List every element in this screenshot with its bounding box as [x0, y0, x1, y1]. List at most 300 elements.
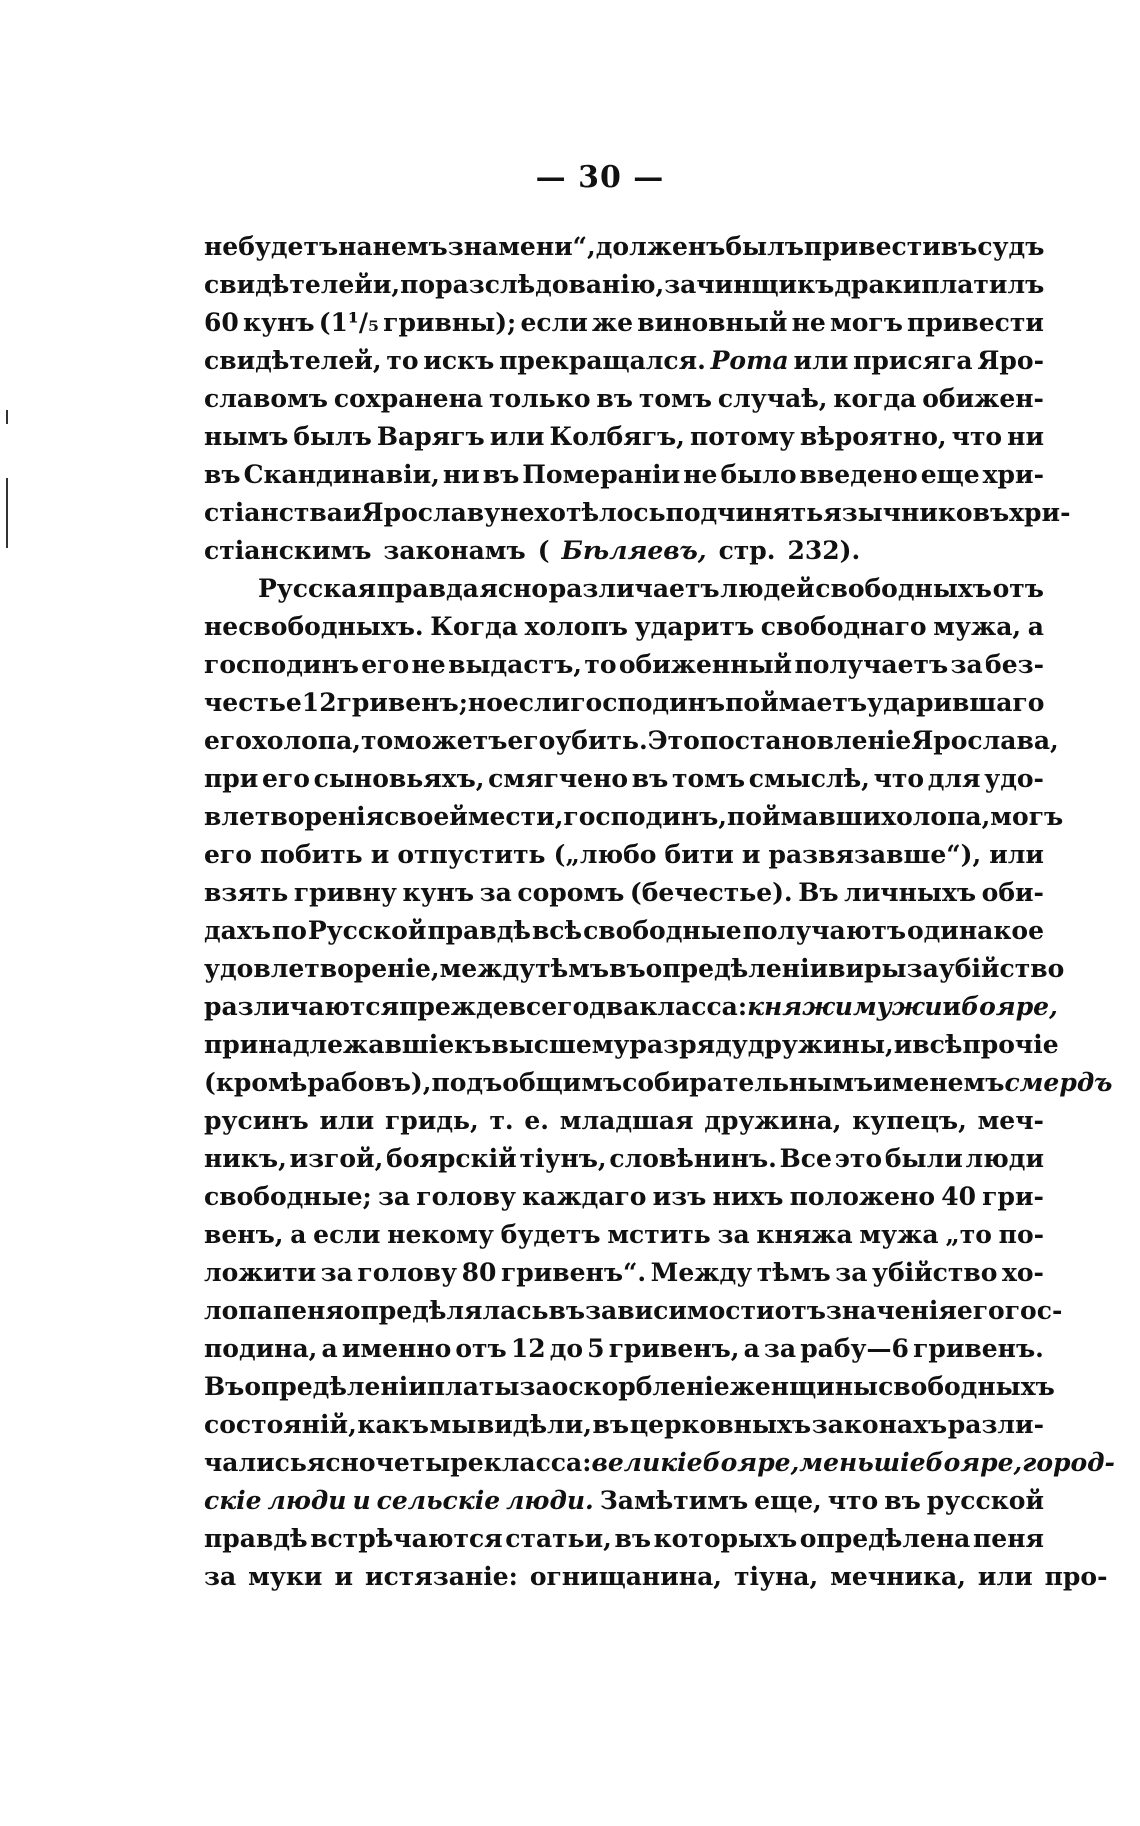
word: Замѣтимъ: [599, 1486, 749, 1515]
word: побить: [259, 840, 363, 869]
word: въ: [940, 232, 978, 261]
word: если: [520, 308, 588, 337]
word: зависимости: [585, 1296, 775, 1325]
word: въ: [631, 764, 669, 793]
word: Варягъ: [376, 422, 485, 451]
word: смердъ: [1004, 1068, 1113, 1097]
word: убить.: [555, 726, 648, 755]
word: были: [884, 1144, 963, 1173]
word: русской: [926, 1486, 1044, 1515]
word: и: [370, 840, 390, 869]
word: Ярослава,: [911, 726, 1059, 755]
word: статьи,: [505, 1524, 612, 1553]
word: общимъ: [502, 1068, 623, 1097]
word: опредѣлялась: [343, 1296, 549, 1325]
word: различаетъ: [548, 574, 720, 603]
word: лопа: [204, 1296, 273, 1325]
word: огнищанина,: [529, 1562, 722, 1591]
word: сохранена: [333, 384, 484, 413]
word: что: [827, 1486, 879, 1515]
word: получаетъ: [794, 650, 949, 679]
word: Это: [647, 726, 700, 755]
word: за: [835, 1258, 868, 1287]
word: („любо: [553, 840, 657, 869]
text-line: [204, 1486, 1044, 1524]
word: отъ: [992, 574, 1044, 603]
word: четыре: [375, 1448, 484, 1477]
word: влетворенія: [204, 802, 385, 831]
word: его: [262, 764, 310, 793]
text-line: [204, 1144, 1044, 1182]
text-line: [204, 1220, 1044, 1258]
word: разслѣдованію,: [435, 270, 665, 299]
text-line: [204, 1030, 1059, 1068]
word: хо-: [1001, 1258, 1044, 1287]
word: господинъ,: [563, 802, 727, 831]
text-line: [204, 1410, 1044, 1448]
word: прочіе: [962, 1030, 1059, 1059]
word: всѣ: [531, 916, 583, 945]
word: удовлетвореніе,: [204, 954, 440, 983]
word: нымъ: [204, 422, 289, 451]
word: былъ: [293, 422, 372, 451]
word: гри-: [982, 1182, 1044, 1211]
word: какъ: [357, 1410, 429, 1439]
word: кунъ: [402, 878, 475, 907]
text-line: [204, 612, 1044, 650]
word: прекращался.: [499, 346, 706, 375]
word: немъ: [372, 232, 448, 261]
word: къ: [454, 1030, 492, 1059]
word: именно: [341, 1334, 452, 1363]
word: въ: [609, 954, 646, 983]
word: боярскій: [386, 1144, 517, 1173]
word: дружина,: [704, 1106, 842, 1135]
word: свободные: [583, 916, 742, 945]
text-line: [204, 878, 1044, 916]
word: выдастъ,: [448, 650, 582, 679]
text-line: [204, 802, 1064, 840]
word: и,: [372, 270, 401, 299]
text-line: [204, 650, 1044, 688]
word: убійство: [871, 1258, 998, 1287]
text-line: [204, 1448, 1115, 1486]
word: былъ: [725, 232, 804, 261]
word: по: [271, 916, 307, 945]
word: было: [720, 460, 797, 489]
word: Русская: [258, 574, 376, 603]
word: голову: [416, 1182, 516, 1211]
word: е.: [524, 1106, 550, 1135]
word: соромъ: [517, 878, 625, 907]
word: словѣнинъ.: [609, 1144, 777, 1173]
word: его: [507, 726, 556, 755]
body-text: [204, 232, 1115, 1600]
word: личныхъ: [844, 878, 977, 907]
word: сельскіе: [376, 1486, 501, 1515]
word: изъ: [652, 1182, 707, 1211]
word: тѣмъ: [535, 954, 610, 983]
text-line: [204, 346, 1044, 384]
word: 60: [204, 308, 239, 337]
word: по-: [998, 1220, 1044, 1249]
word: положено: [789, 1182, 936, 1211]
word: русинъ: [204, 1106, 309, 1135]
word: въ: [614, 1524, 652, 1553]
scan-mark: [6, 410, 8, 424]
text-line: [204, 1372, 1055, 1410]
word: еще,: [754, 1486, 822, 1515]
word: за: [479, 878, 512, 907]
word: значенія: [825, 1296, 957, 1325]
word: оскорбленіе: [551, 1372, 730, 1401]
word: несвободныхъ.: [204, 612, 424, 641]
word: и: [352, 1486, 371, 1515]
word: город-: [1022, 1448, 1115, 1477]
word: своей: [384, 802, 468, 831]
word: гривенъ.: [913, 1334, 1044, 1363]
word: постановленіе: [699, 726, 912, 755]
word: высшему: [491, 1030, 630, 1059]
word: мужа,: [933, 612, 1022, 641]
word: долженъ: [595, 232, 726, 261]
word: бояре,: [702, 1448, 800, 1477]
word: это: [834, 1144, 883, 1173]
word: 12: [301, 688, 337, 717]
word: гривенъ,: [608, 1334, 740, 1363]
word: а: [1027, 612, 1044, 641]
word: его: [956, 1296, 1005, 1325]
word: рабовъ),: [307, 1068, 432, 1097]
text-line: [204, 384, 1044, 422]
word: случаѣ,: [717, 384, 828, 413]
word: виновный: [637, 308, 788, 337]
word: великіе: [591, 1448, 703, 1477]
word: до: [549, 1334, 584, 1363]
word: при: [204, 764, 259, 793]
word: гос-: [1004, 1296, 1063, 1325]
word: за: [320, 1258, 353, 1287]
word: сыновьяхъ,: [313, 764, 485, 793]
page-number: — 30 —: [535, 160, 665, 195]
word: Бѣляевъ,: [561, 536, 707, 565]
word: гридь,: [384, 1106, 479, 1135]
word: люди.: [506, 1486, 594, 1515]
word: въ: [204, 460, 241, 489]
word: тіунъ,: [519, 1144, 607, 1173]
word: холопъ: [524, 612, 628, 641]
word: господинъ: [204, 650, 359, 679]
word: стіанства: [204, 498, 343, 527]
word: драки: [834, 270, 922, 299]
word: (бечестье).: [629, 878, 793, 907]
word: Помераніи: [522, 460, 681, 489]
word: муки: [248, 1562, 323, 1591]
word: зачинщикъ: [664, 270, 835, 299]
word: за: [519, 1372, 552, 1401]
word: опредѣлена: [799, 1524, 971, 1553]
word: его: [204, 840, 252, 869]
word: хри-: [982, 460, 1044, 489]
word: и: [741, 840, 761, 869]
word: встрѣчаются: [310, 1524, 503, 1553]
word: смягчено: [488, 764, 629, 793]
word: не: [204, 232, 239, 261]
word: въ: [592, 1410, 630, 1439]
word: ударитъ: [634, 612, 755, 641]
word: принадлежавшіе: [204, 1030, 455, 1059]
word: или: [489, 422, 545, 451]
word: Когда: [430, 612, 518, 641]
word: класса:: [639, 992, 748, 1021]
word: его: [204, 726, 252, 755]
word: меньшіе: [799, 1448, 926, 1477]
text-line: [204, 992, 1058, 1030]
word: свидѣтелей: [204, 270, 373, 299]
word: каждаго: [522, 1182, 647, 1211]
word: нихъ: [712, 1182, 784, 1211]
word: поймаетъ: [725, 688, 868, 717]
word: разли-: [947, 1410, 1044, 1439]
word: купецъ,: [852, 1106, 967, 1135]
word: или: [989, 840, 1044, 869]
word: людей: [720, 574, 815, 603]
word: то: [386, 346, 419, 375]
word: въ: [596, 384, 633, 413]
text-line: [204, 764, 1044, 802]
word: смыслѣ,: [748, 764, 870, 793]
word: платы: [426, 1372, 520, 1401]
word: тіуна,: [733, 1562, 819, 1591]
word: если: [502, 688, 571, 717]
text-line: [204, 1562, 1108, 1600]
word: или: [319, 1106, 375, 1135]
word: люди: [267, 1486, 347, 1515]
text-line: [204, 1524, 1044, 1562]
word: присяга: [853, 346, 973, 375]
word: или: [977, 1562, 1033, 1591]
scan-mark: [6, 478, 8, 548]
word: убійство: [938, 954, 1065, 983]
word: Въ: [204, 1372, 245, 1401]
word: привести: [803, 232, 941, 261]
word: а: [321, 1334, 338, 1363]
word: то: [361, 726, 394, 755]
word: дахъ: [204, 916, 271, 945]
text-line: [204, 726, 1059, 764]
word: холопа,: [881, 802, 991, 831]
word: младшая: [559, 1106, 694, 1135]
word: господинъ: [570, 688, 726, 717]
word: привести: [907, 308, 1044, 337]
word: свидѣтелей,: [204, 346, 382, 375]
word: отпустить: [397, 840, 546, 869]
word: ложити: [204, 1258, 317, 1287]
word: же: [591, 308, 634, 337]
word: если: [313, 1220, 381, 1249]
word: правдѣ: [427, 916, 531, 945]
word: за: [377, 1182, 411, 1211]
text-line: [204, 498, 1071, 536]
text-line: [204, 1106, 1044, 1144]
word: всего: [508, 992, 590, 1021]
word: не: [791, 308, 826, 337]
word: ясно: [479, 574, 549, 603]
word: правда: [376, 574, 479, 603]
word: мстить: [607, 1220, 711, 1249]
word: развязавше“),: [768, 840, 982, 869]
word: хри-: [1009, 498, 1071, 527]
word: хотѣлось: [534, 498, 666, 527]
word: что: [873, 764, 925, 793]
word: отъ: [455, 1334, 507, 1363]
word: за: [717, 1220, 750, 1249]
word: свободнаго: [760, 612, 927, 641]
word: и: [893, 1030, 913, 1059]
word: ни: [442, 460, 480, 489]
word: знамени“,: [447, 232, 596, 261]
word: что: [951, 422, 1003, 451]
word: оби-: [981, 878, 1044, 907]
word: мы: [429, 1410, 477, 1439]
word: чались: [204, 1448, 307, 1477]
word: когда: [833, 384, 917, 413]
word: бояре,: [925, 1448, 1023, 1477]
text-line: [204, 460, 1044, 498]
word: гривну: [293, 878, 397, 907]
word: искъ: [423, 346, 495, 375]
word: не: [411, 650, 446, 679]
word: законахъ: [811, 1410, 948, 1439]
word: княжа: [756, 1220, 853, 1249]
word: Русской: [307, 916, 427, 945]
word: можетъ: [393, 726, 508, 755]
word: подъ: [431, 1068, 503, 1097]
text-line: [204, 422, 1044, 460]
word: Въ: [798, 878, 839, 907]
word: еще: [920, 460, 980, 489]
word: и: [942, 992, 962, 1021]
word: (: [537, 536, 550, 565]
text-line: [204, 1334, 1044, 1372]
word: и: [343, 498, 362, 527]
word: некому: [387, 1220, 494, 1249]
text-line: [204, 574, 1044, 612]
word: мужи: [852, 992, 943, 1021]
word: меч-: [977, 1106, 1044, 1135]
word: кунъ: [242, 308, 315, 337]
word: тѣмъ: [756, 1258, 831, 1287]
text-line: [204, 1068, 1113, 1106]
word: холопа,: [251, 726, 361, 755]
word: отъ: [774, 1296, 826, 1325]
word: мечника,: [830, 1562, 966, 1591]
word: голову: [357, 1258, 458, 1287]
word: (1¹/₅: [318, 308, 379, 337]
word: ни: [1007, 422, 1044, 451]
text-line: [204, 232, 1044, 270]
word: его: [361, 650, 410, 679]
word: гривны);: [383, 308, 517, 337]
word: только: [489, 384, 591, 413]
word: томъ: [672, 764, 746, 793]
word: Между: [650, 1258, 753, 1287]
word: скіе: [204, 1486, 262, 1515]
word: за: [950, 650, 983, 679]
word: т.: [489, 1106, 514, 1135]
word: изгой,: [289, 1144, 384, 1173]
word: венъ,: [204, 1220, 284, 1249]
word: на: [338, 232, 373, 261]
word: не: [500, 498, 535, 527]
word: пеня: [272, 1296, 344, 1325]
word: въ: [548, 1296, 586, 1325]
word: пеня: [972, 1524, 1044, 1553]
word: славомъ: [204, 384, 328, 413]
word: могъ: [990, 802, 1064, 831]
word: томъ: [638, 384, 712, 413]
word: 80: [461, 1258, 497, 1287]
word: за: [906, 954, 939, 983]
word: женщины: [729, 1372, 879, 1401]
word: ясно: [306, 1448, 376, 1477]
word: поймавши: [726, 802, 882, 831]
word: стіанскимъ: [204, 536, 372, 565]
word: а: [743, 1334, 760, 1363]
word: взять: [204, 878, 289, 907]
word: опредѣленіи: [244, 1372, 427, 1401]
word: между: [439, 954, 536, 983]
word: свободные;: [204, 1182, 372, 1211]
text-line: [204, 688, 1044, 726]
word: вѣроятно,: [799, 422, 947, 451]
word: (кромѣ: [204, 1068, 308, 1097]
word: „то: [945, 1220, 992, 1249]
word: или: [793, 346, 849, 375]
word: законамъ: [383, 536, 526, 565]
word: не: [683, 460, 718, 489]
word: 5: [587, 1334, 605, 1363]
word: за: [204, 1562, 237, 1591]
text-line: [204, 954, 1065, 992]
word: Колбягъ,: [549, 422, 685, 451]
word: и: [334, 1562, 354, 1591]
word: подина,: [204, 1334, 318, 1363]
word: без-: [985, 650, 1044, 679]
word: церковныхъ: [629, 1410, 812, 1439]
text-line: [204, 916, 1044, 954]
word: всѣ: [912, 1030, 963, 1059]
word: именемъ: [873, 1068, 1005, 1097]
word: про-: [1044, 1562, 1108, 1591]
word: а: [290, 1220, 307, 1249]
word: получаютъ: [742, 916, 906, 945]
word: подчинять: [665, 498, 824, 527]
word: обижен-: [922, 384, 1044, 413]
word: одинакое: [906, 916, 1044, 945]
word: дружины,: [747, 1030, 894, 1059]
word: будетъ: [500, 1220, 601, 1249]
word: стр.: [718, 536, 776, 565]
word: состояній,: [204, 1410, 357, 1439]
word: могъ: [829, 308, 903, 337]
word: опредѣленіи: [645, 954, 829, 983]
word: свободныхъ: [878, 1372, 1055, 1401]
word: правдѣ: [204, 1524, 308, 1553]
word: Рота: [710, 346, 789, 375]
word: различаются: [204, 992, 400, 1021]
word: никъ,: [204, 1144, 287, 1173]
